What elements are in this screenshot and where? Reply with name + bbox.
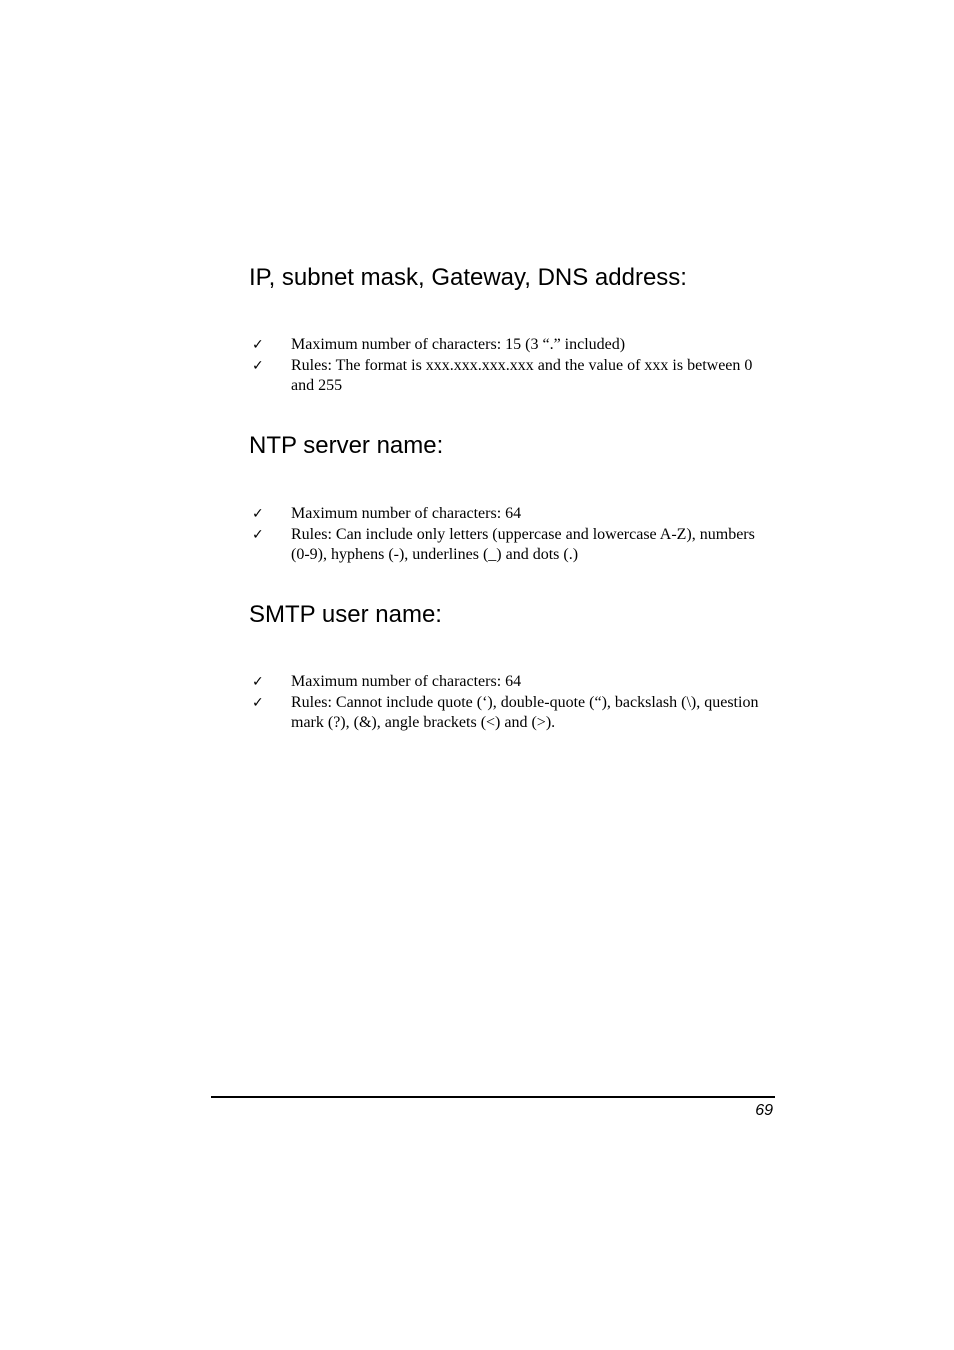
section-ntp-server [249, 432, 769, 563]
list-item-text: Rules: Can include only letters (uppercase and lowercase A-Z), numbers (0-9), hyphens (-), underlines (_) and dots (.) [291, 525, 755, 563]
list-item [249, 672, 769, 693]
check-icon: ✓ [252, 674, 264, 690]
list-item [249, 335, 769, 356]
section-heading: IP, subnet mask, Gateway, DNS address: [249, 264, 687, 291]
check-icon: ✓ [252, 357, 264, 374]
check-icon: ✓ [252, 506, 264, 522]
list-item [249, 356, 769, 397]
rules-list [249, 504, 769, 566]
list-item-text: Maximum number of characters: 15 (3 “.” included) [291, 336, 626, 353]
list-item-text: Rules: Cannot include quote (‘), double-quote (“), backslash (\), question mark (?), (&), angle brackets (<) and (>). [291, 693, 759, 731]
list-item [249, 693, 769, 734]
section-heading: SMTP user name: [249, 601, 442, 628]
check-icon: ✓ [252, 526, 264, 543]
rules-list [249, 335, 769, 397]
section-ip-address [249, 264, 769, 394]
list-item-text: Maximum number of characters: 64 [291, 673, 522, 690]
list-item [249, 525, 769, 566]
check-icon: ✓ [252, 337, 264, 353]
list-item-text: Rules: The format is xxx.xxx.xxx.xxx and the value of xxx is between 0 and 255 [291, 356, 753, 394]
section-smtp-user [249, 601, 769, 731]
footer-divider [211, 1096, 775, 1098]
check-icon: ✓ [252, 694, 264, 711]
rules-list [249, 672, 769, 734]
list-item [249, 504, 769, 525]
section-heading: NTP server name: [249, 432, 444, 459]
page-number: 69 [755, 1102, 773, 1119]
list-item-text: Maximum number of characters: 64 [291, 505, 522, 522]
